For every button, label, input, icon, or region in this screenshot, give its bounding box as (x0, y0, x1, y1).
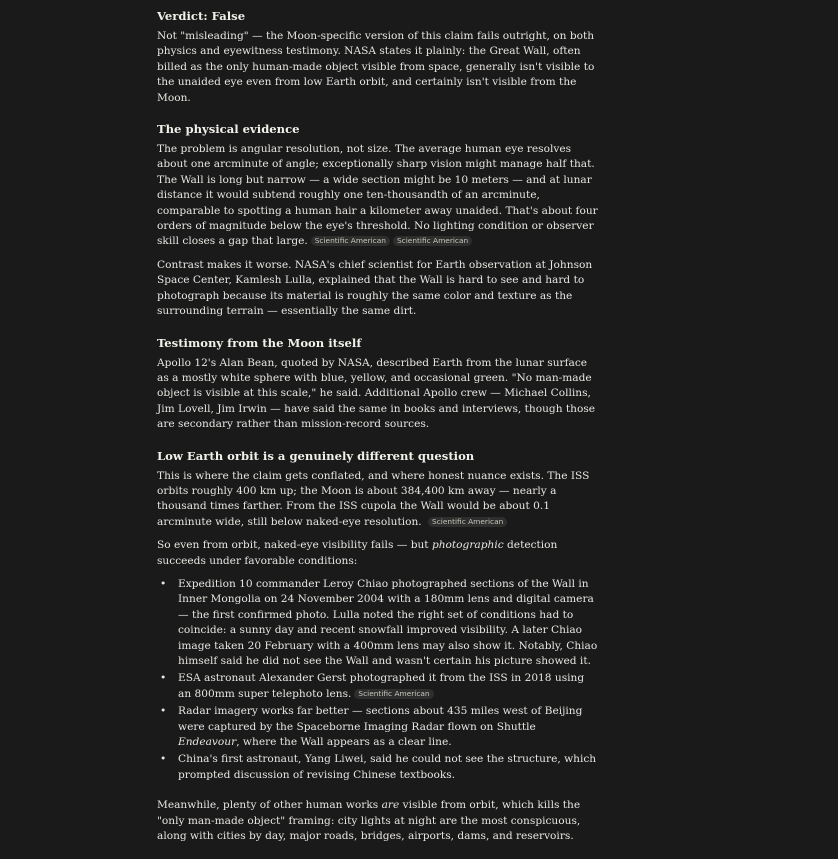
emphasis-text: photographic (431, 539, 504, 552)
verdict-section (157, 8, 600, 106)
leo-heading: Low Earth orbit is a genuinely different question (157, 448, 475, 463)
closing-section (157, 798, 600, 844)
citation-chip[interactable]: Scientific American (354, 689, 433, 699)
leo-section (157, 448, 600, 784)
bullet-icon: • (160, 705, 167, 718)
bullet-icon: • (160, 672, 167, 685)
article (157, 8, 600, 859)
paragraph-text: The problem is angular resolution, not size. The average human eye resolves about one arcminute of angle; exceptionally sharp vision might manage half that. The Wall is long but narrow — a wide section might be 10 meters — and at lunar distance it would subtend roughly one ten-thousandth of an arcminute, comparable to spotting a human hair a kilometer away unaided. That's about four orders of magnitude below the eye's threshold. No lighting condition or observer skill closes a gap that large. (157, 143, 598, 248)
bullet-icon: • (160, 753, 167, 766)
citation-chip[interactable]: Scientific American (311, 236, 390, 246)
physical-evidence-paragraph-2: Contrast makes it worse. NASA's chief scientist for Earth observation at Johnson Space Center, Kamlesh Lulla, explained that the Wall is hard to see and hard to photograph because its material is roughly the same color and texture as the surrounding terrain — essentially the same dirt. (157, 258, 593, 318)
list-item (160, 752, 600, 783)
list-item-text: Expedition 10 commander Leroy Chiao photographed sections of the Wall in Inner Mongolia on 24 November 2004 with a 180mm lens and digital camera — the first confirmed photo. Lulla noted the right set of conditions had to coincide: a sunny day and recent snowfall improved visibility. A later Chiao image taken 20 February with a 400mm lens may also show it. Notably, Chiao himself said he did not see the Wall and wasn't certain his picture showed it. (178, 577, 598, 667)
testimony-paragraph: Apollo 12's Alan Bean, quoted by NASA, described Earth from the lunar surface as a mostly white sphere with blue, yellow, and occasional green. "No man-made object is visible at this scale," he said. Additional Apollo crew — Michael Collins, Jim Lovell, Jim Irwin — have said the same in books and interviews, though those are secondary rather than mission-record sources. (157, 356, 596, 431)
emphasis-text: are (381, 799, 400, 812)
list-item-text: ESA astronaut Alexander Gerst photographed it from the ISS in 2018 using an 800mm super telephoto lens. (178, 672, 585, 700)
list-item-text: China's first astronaut, Yang Liwei, said he could not see the structure, which prompted discussion of revising Chinese textbooks. (178, 753, 597, 781)
paragraph-text: detection succeeds under favorable conditions: (157, 539, 558, 567)
list-item (160, 577, 600, 669)
citation-chip[interactable]: Scientific American (393, 236, 472, 246)
list-item-text: Radar imagery works far better — sections about 435 miles west of Beijing were captured by the Spaceborne Imaging Radar flown on Shuttle (178, 705, 583, 733)
physical-evidence-heading: The physical evidence (157, 122, 300, 137)
testimony-heading: Testimony from the Moon itself (157, 335, 362, 350)
closing-paragraph (157, 798, 600, 844)
physical-evidence-section (157, 121, 600, 319)
evidence-list (157, 577, 600, 783)
list-item (160, 704, 600, 750)
leo-paragraph-2 (157, 538, 600, 569)
paragraph-text: So even from orbit, naked-eye visibility fails — but (157, 539, 432, 552)
paragraph-text: Meanwhile, plenty of other human works (157, 799, 382, 812)
verdict-heading: Verdict: False (157, 9, 246, 23)
physical-evidence-paragraph-1 (157, 142, 600, 250)
list-item (160, 671, 600, 702)
paragraph-text: This is where the claim gets conflated, and where honest nuance exists. The ISS orbits roughly 400 km up; the Moon is about 384,400 km away — nearly a thousand times farther. From the ISS cupola the Wall would be about 0.1 arcminute wide, still below naked-eye resolution. (157, 469, 590, 528)
emphasis-text: Endeavour (178, 736, 237, 749)
leo-paragraph-1 (157, 469, 600, 531)
verdict-paragraph: Not "misleading" — the Moon-specific version of this claim fails outright, on both physics and eyewitness testimony. NASA states it plainly: the Great Wall, often billed as the only human-made object visible from space, generally isn't visible to the unaided eye even from low Earth orbit, and certainly isn't visible from the Moon. (157, 30, 595, 104)
bullet-icon: • (160, 577, 167, 590)
citation-chip[interactable]: Scientific American (428, 517, 507, 527)
list-item-text: , where the Wall appears as a clear line. (236, 736, 452, 749)
testimony-section (157, 335, 600, 433)
paragraph-text: visible from orbit, which kills the "only man-made object" framing: city lights at night are the most conspicuous, along with cities by day, major roads, bridges, airports, dams, and reservoirs. (157, 799, 581, 843)
